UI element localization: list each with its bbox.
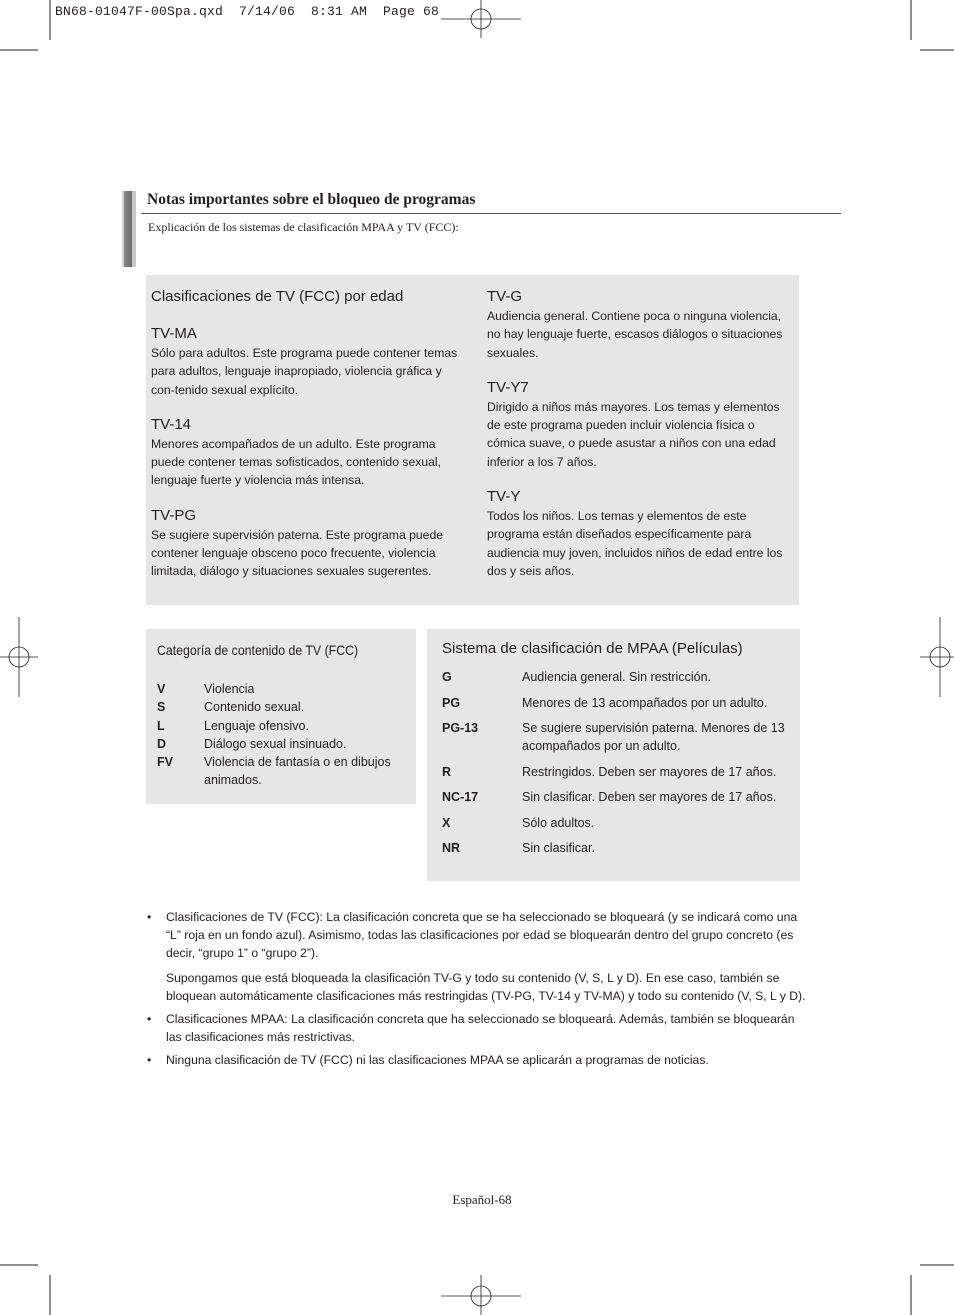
rating-description: Todos los niños. Los temas y elementos de este programa están diseñados específicamente para audiencia muy joven, incluidos niños de edad entre los dos y seis años.: [487, 509, 783, 578]
section-subtitle: Explicación de los sistemas de clasificación MPAA y TV (FCC):: [148, 220, 459, 234]
bullet: •: [147, 1053, 152, 1068]
rating-code: TV-MA: [151, 325, 197, 342]
rating-description: Se sugiere supervisión paterna. Este programa puede contener lenguaje obsceno poco frecuente, violencia limitada, diálogo y situaciones sexuales sugerentes.: [151, 527, 444, 579]
notes-list: [146, 908, 806, 1075]
mpaa-code: PG-13: [442, 721, 479, 735]
list-item: [146, 1051, 806, 1069]
mpaa-ratings-box: [427, 629, 800, 881]
mpaa-code: NR: [442, 841, 461, 855]
list-item: [442, 763, 794, 781]
rating-code: TV-G: [487, 288, 523, 305]
mpaa-code: X: [442, 815, 451, 830]
list-item: [146, 908, 806, 1005]
note-text: Clasificaciones MPAA: La clasificación concreta que ha seleccionado se bloqueará. Además, también se bloquearán las clasificaciones más restrictivas.: [166, 1012, 795, 1045]
mpaa-description: Sin clasificar.: [522, 841, 595, 855]
tv-ratings-title: Clasificaciones de TV (FCC) por edad: [151, 288, 404, 305]
rating-description: Sólo para adultos. Este programa puede contener temas para adultos, lenguaje inapropiado, violencia gráfica y con-tenido sexual explícito.: [151, 346, 458, 397]
category-code: D: [157, 736, 167, 751]
rating-block: [151, 416, 466, 490]
mpaa-code: NC-17: [442, 790, 479, 804]
category-description: Lenguaje ofensivo.: [204, 718, 309, 733]
category-description: Violencia: [204, 682, 255, 696]
category-description: Violencia de fantasía o en dibujos animados.: [204, 755, 391, 788]
category-code: V: [157, 682, 166, 696]
note-text: Supongamos que está bloqueada la clasificación TV-G y todo su contenido (V, S, L y D). En ese caso, también se bloquean automáticamente clasificaciones más restringidas (TV-PG, TV-14 y TV-MA) y todo su contenido (V, S, L y D).: [166, 970, 806, 1003]
page-number: -68: [494, 1192, 512, 1207]
mpaa-code: R: [442, 764, 452, 779]
mpaa-description: Se sugiere supervisión paterna. Menores de 13 acompañados por un adulto.: [522, 721, 785, 753]
tv-ratings-right-column: [487, 288, 787, 597]
rating-block: [487, 288, 787, 362]
category-description: Diálogo sexual insinuado.: [204, 736, 347, 751]
mpaa-description: Sin clasificar. Deben ser mayores de 17 años.: [522, 790, 777, 804]
list-item: [442, 814, 794, 832]
mpaa-description: Sólo adultos.: [522, 815, 595, 830]
rating-description: Menores acompañados de un adulto. Este programa puede contener temas sofisticados, contenido sexual, lenguaje fuerte y violencia más intensa.: [151, 436, 441, 488]
rating-block: [151, 325, 466, 399]
note-text: Clasificaciones de TV (FCC): La clasificación concreta que se ha seleccionado se bloqueará (y se indicará como una “L” roja en un fondo azul). Asimismo, todas las clasificaciones por edad se bloquearán dentro del grupo concreto (es decir, “grupo 1” o “grupo 2”).: [166, 910, 798, 961]
mpaa-code: G: [442, 670, 452, 684]
bullet: •: [147, 1012, 152, 1027]
footer-language: Español: [452, 1192, 495, 1207]
rating-block: [151, 507, 466, 581]
mpaa-description: Restringidos. Deben ser mayores de 17 años.: [522, 764, 777, 779]
mpaa-code: PG: [442, 695, 461, 710]
category-code: S: [157, 700, 166, 715]
category-code: L: [157, 718, 165, 733]
rating-code: TV-Y7: [487, 378, 529, 396]
rating-block: [487, 488, 787, 580]
category-code: FV: [157, 755, 173, 770]
section-marker-bar: [122, 191, 136, 267]
list-item: [442, 839, 794, 857]
mpaa-description: Menores de 13 acompañados por un adulto.: [522, 695, 768, 710]
note-text: Ninguna clasificación de TV (FCC) ni las clasificaciones MPAA se aplicarán a programas de noticias.: [166, 1053, 709, 1068]
list-item: [157, 735, 407, 753]
rating-code: TV-PG: [151, 506, 197, 524]
rating-description: Dirigido a niños más mayores. Los temas y elementos de este programa pueden incluir violencia física o cómica suave, o puede asustar a niños con una edad inferior a los 7 años.: [487, 399, 780, 469]
list-item: [442, 719, 794, 755]
mpaa-description: Audiencia general. Sin restricción.: [522, 670, 711, 684]
tv-age-ratings-box: [146, 275, 799, 605]
bullet: •: [147, 910, 152, 924]
list-item: [442, 694, 794, 712]
list-item: [157, 698, 407, 716]
rating-description: Audiencia general. Contiene poca o ninguna violencia, no hay lenguaje fuerte, escasos diálogos o situaciones sexuales.: [487, 309, 783, 360]
section-divider: [141, 213, 841, 214]
list-item: [157, 680, 407, 698]
section-title: Notas importantes sobre el bloqueo de programas: [147, 191, 476, 208]
rating-code: TV-14: [151, 415, 192, 433]
category-description: Contenido sexual.: [204, 700, 305, 715]
mpaa-title: Sistema de clasificación de MPAA (Películas): [442, 640, 743, 657]
list-item: [157, 753, 407, 790]
rating-block: [487, 379, 787, 471]
tv-ratings-left-column: [151, 288, 466, 598]
print-slug: BN68-01047F-00Spa.qxd 7/14/06 8:31 AM Page 68: [55, 4, 440, 19]
content-category-title: Categoría de contenido de TV (FCC): [157, 642, 359, 658]
list-item: [146, 1010, 806, 1046]
list-item: [442, 788, 794, 806]
content-category-box: [146, 629, 416, 804]
list-item: [157, 717, 407, 735]
mpaa-list: [442, 668, 794, 865]
list-item: [442, 668, 794, 686]
page-footer: [0, 1192, 954, 1208]
content-category-list: [157, 680, 407, 790]
rating-code: TV-Y: [487, 488, 521, 506]
